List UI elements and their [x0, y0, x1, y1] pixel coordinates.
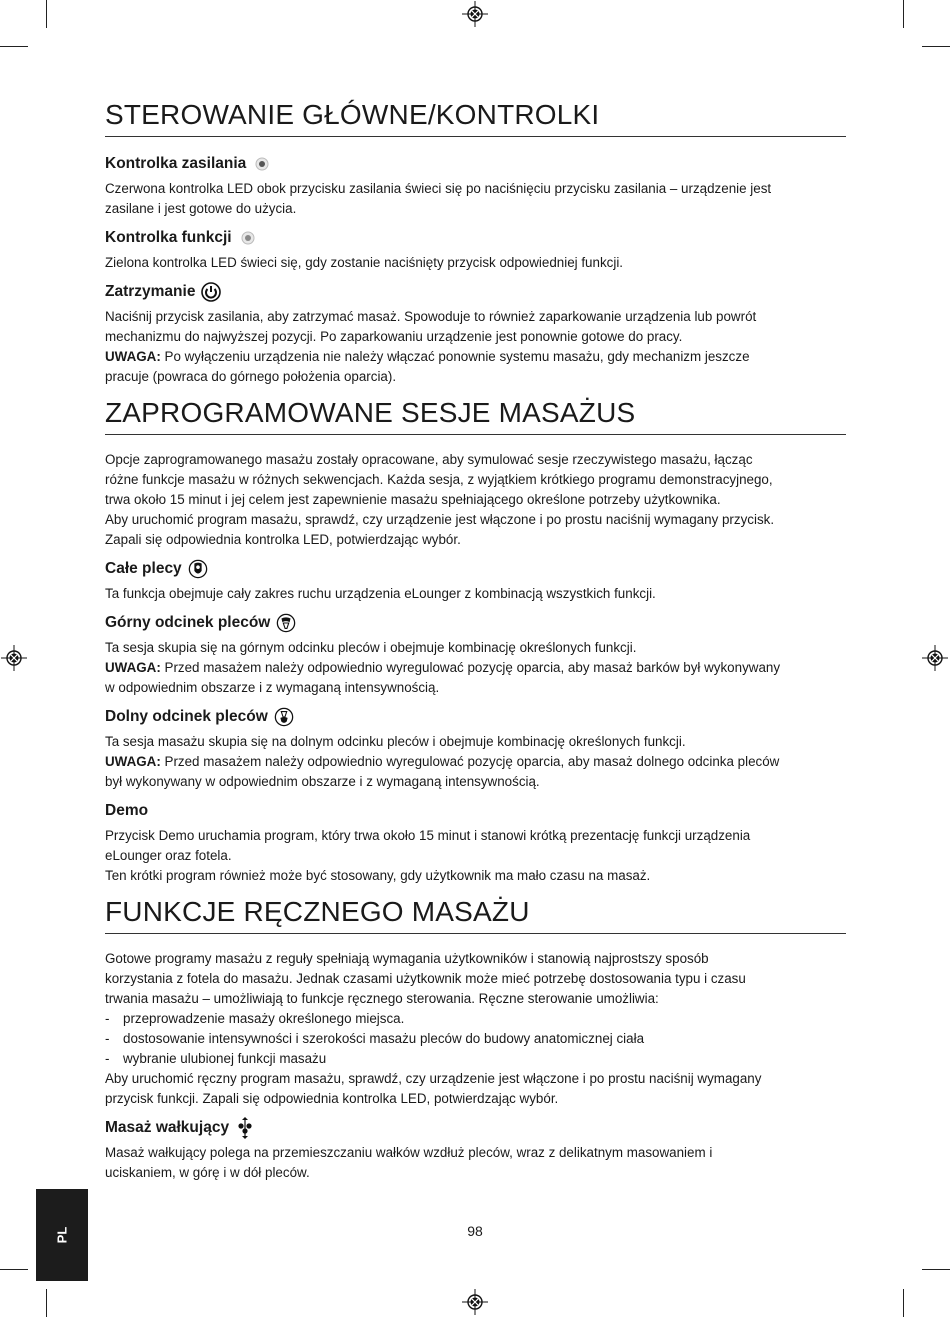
crop-mark: [46, 0, 47, 28]
subheading-stop: [105, 282, 846, 302]
paragraph: Ta sesja skupia się na górnym odcinku pleców i obejmuje kombinację określonych funkcji. UWAGA: Przed masażem należy odpowiednio wyregulować pozycję oparcia, aby masaż barków był wykonywany w odpowiednim obszarze i z wymaganą intensywnością.: [105, 640, 781, 695]
crop-mark: [0, 1269, 28, 1270]
subheading-label: Kontrolka zasilania: [105, 155, 247, 172]
paragraph: Czerwona kontrolka LED obok przycisku zasilania świeci się po naciśnięciu przycisku zasilania – urządzenie jest zasilane i jest gotowe do użycia.: [105, 181, 772, 216]
subheading-label: Górny odcinek pleców: [105, 614, 271, 631]
paragraph: Opcje zaprogramowanego masażu zostały opracowane, aby symulować sesje rzeczywistego masażu, łącząc różne funkcje masażu w różnych sekwencjach. Każda sesja, z wyjątkiem krótkiego programu demonstracyjnego, trwa około 15 minut i jej celem jest zapewnienie masażu spełniającego określone potrzeby użytkownika. Aby uruchomić program masażu, sprawdź, czy urządzenie jest włączone i po prostu naciśnij wymagany przycisk. Zapali się odpowiednia kontrolka LED, potwierdzając wybór.: [105, 452, 775, 547]
language-tab-label: PL: [54, 1226, 70, 1244]
subheading-full-back: [105, 559, 846, 579]
crop-mark: [46, 1289, 47, 1317]
subheading-power-indicator: [105, 154, 846, 174]
section-title: STEROWANIE GŁÓWNE/KONTROLKI: [105, 98, 846, 137]
crop-mark: [903, 0, 904, 28]
paragraph: Zielona kontrolka LED świeci się, gdy zostanie naciśnięty przycisk odpowiedniej funkcji.: [105, 255, 624, 270]
power-icon: [201, 282, 221, 302]
led-dot-icon: [238, 228, 258, 248]
registration-mark-icon: [462, 1289, 488, 1315]
paragraph: Ta sesja masażu skupia się na dolnym odcinku pleców i obejmuje kombinację określonych funkcji. UWAGA: Przed masażem należy odpowiednio wyregulować pozycję oparcia, aby masaż dolnego odcinka pleców był wykonywany w odpowiednim obszarze i z wymaganą intensywnością.: [105, 734, 780, 789]
section-title: FUNKCJE RĘCZNEGO MASAŻU: [105, 895, 846, 934]
crop-mark: [922, 46, 950, 47]
subheading-function-indicator: [105, 228, 846, 248]
registration-mark-icon: [1, 645, 27, 671]
led-dot-icon: [252, 154, 272, 174]
registration-mark-icon: [462, 1, 488, 27]
paragraph: Gotowe programy masażu z reguły spełniają wymagania użytkowników i stanowią najprostszy sposób korzystania z fotela do masażu. Jednak czasami użytkownik może mieć potrzebę dostosowania typu i czasu trwania masażu – umożliwiają to funkcje ręcznego sterowania. Ręczne sterowanie umożliwia: - przeprowadzenie masaży określonego miejsca. - dostosowanie intensywności i szerokości masażu pleców do budowy anatomicznej ciała - wybranie ulubionej funkcji masażu Aby uruchomić ręczny program masażu, sprawdź, czy urządzenie jest włączone i po prostu naciśnij wymagany przycisk funkcji. Zapali się odpowiednia kontrolka LED, potwierdzając wybór.: [105, 949, 846, 1109]
full-back-icon: [188, 559, 208, 579]
note-label: UWAGA:: [105, 754, 161, 769]
section-title: ZAPROGRAMOWANE SESJE MASAŻUS: [105, 396, 846, 435]
subheading-rolling-massage: [105, 1118, 846, 1138]
list-item: - dostosowanie intensywności i szerokości masażu pleców do budowy anatomicznej ciała: [105, 1031, 645, 1046]
crop-mark: [922, 1269, 950, 1270]
lower-back-icon: [274, 707, 294, 727]
subheading-label: Masaż wałkujący: [105, 1119, 230, 1136]
crop-mark: [903, 1289, 904, 1317]
subheading-lower-back: [105, 707, 846, 727]
registration-mark-icon: [922, 645, 948, 671]
subheading-label: Całe plecy: [105, 560, 182, 577]
page-content: [105, 98, 846, 1192]
rolling-massage-icon: [235, 1118, 255, 1138]
upper-back-icon: [276, 613, 296, 633]
note-label: UWAGA:: [105, 660, 161, 675]
note-label: UWAGA:: [105, 349, 161, 364]
list-item: - wybranie ulubionej funkcji masażu: [105, 1051, 327, 1066]
paragraph: Przycisk Demo uruchamia program, który trwa około 15 minut i stanowi krótką prezentację funkcji urządzenia eLounger oraz fotela. Ten krótki program również może być stosowany, gdy użytkownik ma mało czasu na masaż.: [105, 828, 751, 883]
subheading-upper-back: [105, 613, 846, 633]
subheading-label: Demo: [105, 802, 149, 819]
list-item: - przeprowadzenie masaży określonego miejsca.: [105, 1011, 405, 1026]
subheading-label: Dolny odcinek pleców: [105, 708, 268, 725]
paragraph: Masaż wałkujący polega na przemieszczaniu wałków wzdłuż pleców, wraz z delikatnym masowaniem i uciskaniem, w górę i w dół pleców.: [105, 1145, 713, 1180]
subheading-demo: [105, 801, 846, 821]
crop-mark: [0, 46, 28, 47]
subheading-label: Zatrzymanie: [105, 283, 196, 300]
paragraph: Ta funkcja obejmuje cały zakres ruchu urządzenia eLounger z kombinacją wszystkich funkcji.: [105, 586, 656, 601]
subheading-label: Kontrolka funkcji: [105, 229, 232, 246]
paragraph: Naciśnij przycisk zasilania, aby zatrzymać masaż. Spowoduje to również zaparkowanie urządzenia lub powrót mechanizmu do najwyższej pozycji. Po zaparkowaniu urządzenie jest ponownie gotowe do pracy. UWAGA: Po wyłączeniu urządzenia nie należy włączać ponownie systemu masażu, gdy mechanizm jeszcze pracuje (powraca do górnego położenia oparcia).: [105, 309, 757, 384]
page-number: 98: [467, 1223, 483, 1239]
